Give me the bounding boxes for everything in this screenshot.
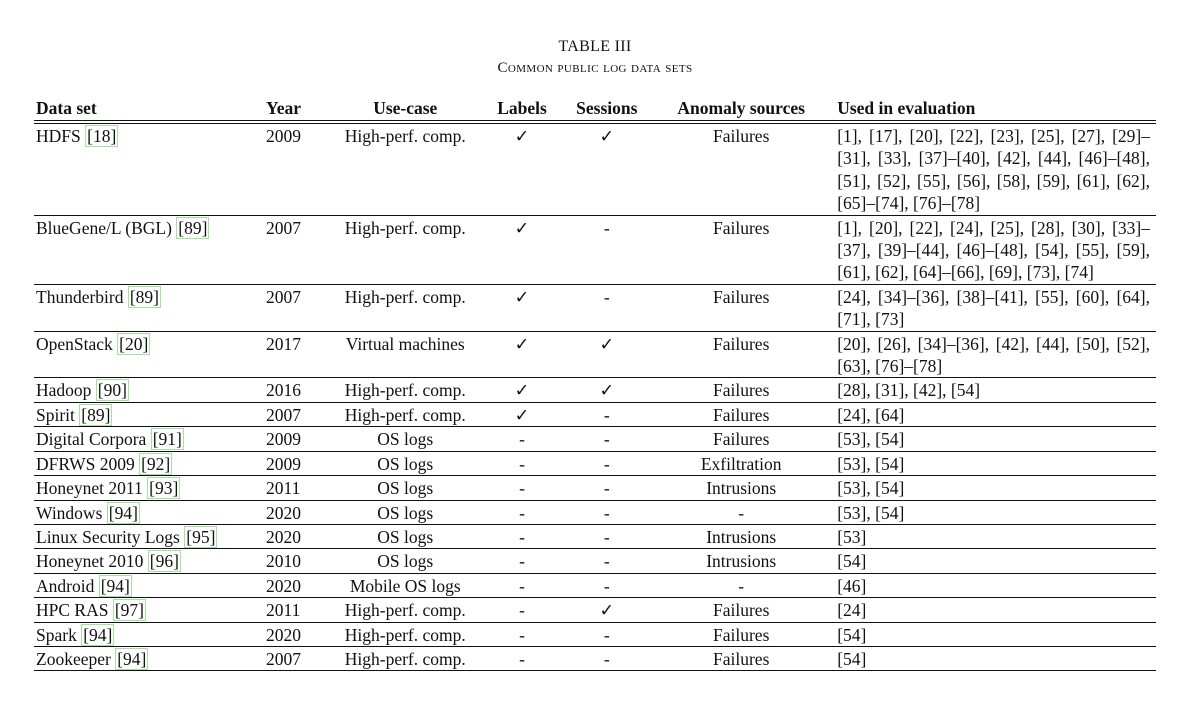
cell-usecase: High-perf. comp.	[344, 217, 466, 238]
cell-usecase: OS logs	[377, 551, 434, 572]
cell-labels: -	[519, 600, 525, 621]
cell-anomaly-sources: Failures	[713, 648, 770, 669]
cell-used-in-evaluation: [53], [54]	[837, 502, 905, 523]
cell-dataset	[34, 451, 266, 475]
cell-used-in-evaluation: [54]	[837, 648, 867, 669]
cell-used-in-evaluation: [24]	[837, 600, 867, 621]
dataset-citation-link[interactable]: [89]	[129, 286, 160, 307]
cell-usecase: High-perf. comp.	[344, 126, 466, 146]
cell-dataset	[34, 646, 266, 670]
dataset-citation-link[interactable]: [95]	[186, 526, 216, 547]
cell-sessions: -	[603, 404, 610, 425]
table-row	[34, 573, 1156, 597]
cell-sessions: ✓	[599, 380, 615, 401]
table-row	[34, 622, 1156, 646]
cell-anomaly-sources: Failures	[713, 380, 770, 401]
table-body	[34, 122, 1156, 671]
table-row	[34, 500, 1156, 524]
cell-sessions: -	[603, 217, 610, 238]
table-row	[34, 598, 1156, 622]
dataset-name: DFRWS 2009	[36, 453, 135, 474]
table-row	[34, 427, 1156, 451]
cell-year: 2007	[266, 217, 302, 238]
cell-labels: -	[519, 624, 525, 645]
cell-dataset	[34, 378, 266, 402]
table-label: TABLE III	[558, 38, 632, 55]
cell-anomaly-sources: Failures	[713, 429, 770, 450]
cell-dataset	[34, 500, 266, 524]
cell-year: 2016	[266, 380, 302, 401]
cell-anomaly-sources: Failures	[713, 600, 770, 621]
cell-usecase: High-perf. comp.	[344, 648, 466, 669]
cell-anomaly-sources: -	[738, 502, 745, 523]
dataset-citation-link[interactable]: [89]	[81, 404, 111, 425]
cell-sessions: -	[603, 286, 610, 307]
dataset-name: Spark	[36, 624, 77, 645]
dataset-name: Android	[36, 575, 95, 596]
table-title: Common public log data sets	[497, 60, 693, 76]
dataset-name: Honeynet 2011	[36, 478, 143, 499]
cell-used-in-evaluation: [53], [54]	[837, 453, 905, 474]
cell-sessions: ✓	[599, 333, 615, 354]
header-sessions: Sessions	[576, 97, 638, 118]
table-row	[34, 284, 1156, 331]
table-header-row	[34, 96, 1156, 122]
cell-dataset	[34, 598, 266, 622]
cell-sessions: ✓	[599, 600, 615, 621]
dataset-citation-link[interactable]: [93]	[149, 478, 179, 499]
dataset-citation-link[interactable]: [89]	[178, 217, 208, 238]
cell-sessions: -	[603, 551, 610, 572]
cell-year: 2020	[266, 502, 302, 523]
cell-labels: -	[519, 526, 525, 547]
header-anomaly-sources: Anomaly sources	[677, 97, 805, 118]
cell-usecase: Mobile OS logs	[349, 575, 461, 596]
cell-sessions: -	[603, 453, 610, 474]
cell-usecase: High-perf. comp.	[344, 404, 466, 425]
cell-sessions: -	[603, 429, 610, 450]
cell-year: 2020	[266, 575, 302, 596]
dataset-name: Spirit	[36, 404, 75, 425]
cell-year: 2011	[266, 478, 301, 499]
cell-labels: ✓	[514, 217, 530, 238]
cell-anomaly-sources: Intrusions	[706, 478, 777, 499]
cell-used-in-evaluation: [1], [17], [20], [22], [23], [25], [27], [29]–[31], [33], [37]–[40], [42], [44], [46]–[48], [51], [52], [55], [56], [58], [59], [61], [62], [65]–[74], [76]–[78]	[837, 126, 1150, 214]
cell-year: 2009	[266, 126, 302, 146]
cell-anomaly-sources: Failures	[713, 404, 770, 425]
table-row	[34, 402, 1156, 426]
cell-sessions: -	[603, 478, 610, 499]
cell-year: 2009	[266, 453, 302, 474]
cell-used-in-evaluation: [54]	[837, 551, 867, 572]
cell-sessions: -	[603, 648, 610, 669]
cell-used-in-evaluation: [20], [26], [34]–[36], [42], [44], [50], [52], [63], [76]–[78]	[837, 333, 1150, 377]
cell-sessions: -	[603, 575, 610, 596]
cell-anomaly-sources: Failures	[713, 624, 770, 645]
cell-labels: ✓	[514, 404, 530, 425]
dataset-citation-link[interactable]: [97]	[114, 600, 144, 621]
dataset-name: Hadoop	[36, 380, 92, 401]
cell-used-in-evaluation: [53], [54]	[837, 478, 905, 499]
dataset-citation-link[interactable]: [91]	[152, 429, 182, 450]
table-row	[34, 451, 1156, 475]
dataset-name: BlueGene/L (BGL)	[36, 217, 172, 238]
cell-dataset	[34, 549, 266, 573]
dataset-name: Thunderbird	[36, 286, 124, 307]
dataset-citation-link[interactable]: [92]	[141, 453, 171, 474]
header-labels: Labels	[497, 97, 547, 118]
cell-dataset	[34, 215, 266, 284]
header-year: Year	[266, 97, 302, 118]
cell-used-in-evaluation: [54]	[837, 624, 867, 645]
cell-used-in-evaluation: [46]	[837, 575, 867, 596]
cell-usecase: OS logs	[377, 478, 434, 499]
cell-year: 2020	[266, 624, 302, 645]
cell-sessions: -	[603, 502, 610, 523]
cell-used-in-evaluation: [28], [31], [42], [54]	[837, 380, 981, 401]
dataset-citation-link[interactable]: [94]	[117, 648, 147, 669]
table-row	[34, 646, 1156, 670]
cell-dataset	[34, 476, 266, 500]
cell-usecase: Virtual machines	[345, 333, 465, 354]
cell-year: 2009	[266, 429, 302, 450]
cell-labels: ✓	[514, 126, 530, 146]
cell-used-in-evaluation: [53], [54]	[837, 429, 905, 450]
cell-usecase: OS logs	[377, 429, 434, 450]
log-datasets-table	[34, 96, 1156, 671]
cell-anomaly-sources: Failures	[713, 126, 770, 146]
cell-labels: -	[519, 429, 525, 450]
cell-labels: ✓	[514, 380, 530, 401]
cell-year: 2007	[266, 404, 302, 425]
cell-usecase: OS logs	[377, 502, 434, 523]
dataset-name: Digital Corpora	[36, 429, 147, 450]
cell-anomaly-sources: Failures	[713, 217, 770, 238]
dataset-name: Honeynet 2010	[36, 551, 144, 572]
cell-year: 2020	[266, 526, 302, 547]
cell-anomaly-sources: Intrusions	[706, 551, 777, 572]
table-row	[34, 331, 1156, 378]
table-row	[34, 524, 1156, 548]
dataset-name: Windows	[36, 502, 103, 523]
cell-dataset	[34, 402, 266, 426]
cell-used-in-evaluation: [53]	[837, 526, 867, 547]
table-row	[34, 476, 1156, 500]
cell-used-in-evaluation: [24], [34]–[36], [38]–[41], [55], [60], [64], [71], [73]	[837, 286, 1150, 330]
table-row	[34, 378, 1156, 402]
cell-anomaly-sources: Intrusions	[706, 526, 777, 547]
cell-labels: -	[519, 648, 525, 669]
cell-year: 2007	[266, 648, 302, 669]
cell-anomaly-sources: -	[738, 575, 745, 596]
dataset-citation-link[interactable]: [18]	[87, 126, 117, 146]
dataset-name: Linux Security Logs	[36, 526, 180, 547]
cell-used-in-evaluation: [24], [64]	[837, 404, 905, 425]
cell-year: 2017	[266, 333, 302, 354]
dataset-citation-link[interactable]: [94]	[108, 502, 138, 523]
cell-usecase: OS logs	[377, 526, 434, 547]
cell-labels: -	[519, 575, 525, 596]
cell-dataset	[34, 427, 266, 451]
cell-dataset	[34, 284, 266, 331]
cell-anomaly-sources: Exfiltration	[700, 453, 782, 474]
cell-anomaly-sources: Failures	[713, 333, 770, 354]
dataset-citation-link[interactable]: [94]	[100, 575, 130, 596]
cell-dataset	[34, 573, 266, 597]
cell-labels: ✓	[514, 286, 530, 307]
cell-anomaly-sources: Failures	[713, 286, 770, 307]
cell-dataset	[34, 622, 266, 646]
dataset-name: Zookeeper	[36, 648, 111, 669]
dataset-citation-link[interactable]: [20]	[119, 333, 149, 354]
table-row	[34, 215, 1156, 284]
cell-used-in-evaluation: [1], [20], [22], [24], [25], [28], [30], [33]–[37], [39]–[44], [46]–[48], [54], [55], [59], [61], [62], [64]–[66], [69], [73], [74]	[837, 217, 1150, 283]
cell-labels: -	[519, 453, 525, 474]
cell-sessions: -	[603, 526, 610, 547]
cell-usecase: High-perf. comp.	[344, 624, 466, 645]
cell-sessions: ✓	[599, 126, 615, 146]
dataset-name: OpenStack	[36, 333, 113, 354]
cell-dataset	[34, 331, 266, 378]
cell-year: 2011	[266, 600, 301, 621]
cell-sessions: -	[603, 624, 610, 645]
cell-labels: ✓	[514, 333, 530, 354]
table-row	[34, 549, 1156, 573]
cell-usecase: High-perf. comp.	[344, 286, 466, 307]
cell-labels: -	[519, 551, 525, 572]
cell-usecase: OS logs	[377, 453, 434, 474]
dataset-name: HDFS	[36, 126, 81, 146]
dataset-name: HPC RAS	[36, 600, 109, 621]
cell-dataset	[34, 122, 266, 215]
cell-labels: -	[519, 478, 525, 499]
header-used-in-evaluation: Used in evaluation	[837, 97, 976, 118]
table-row	[34, 122, 1156, 215]
header-usecase: Use-case	[373, 97, 438, 118]
header-dataset: Data set	[36, 97, 97, 118]
dataset-citation-link[interactable]: [96]	[149, 551, 179, 572]
cell-year: 2010	[266, 551, 302, 572]
cell-labels: -	[519, 502, 525, 523]
cell-year: 2007	[266, 286, 302, 307]
dataset-citation-link[interactable]: [94]	[83, 624, 113, 645]
cell-usecase: High-perf. comp.	[344, 600, 466, 621]
dataset-citation-link[interactable]: [90]	[97, 380, 127, 401]
cell-usecase: High-perf. comp.	[344, 380, 466, 401]
cell-dataset	[34, 524, 266, 548]
